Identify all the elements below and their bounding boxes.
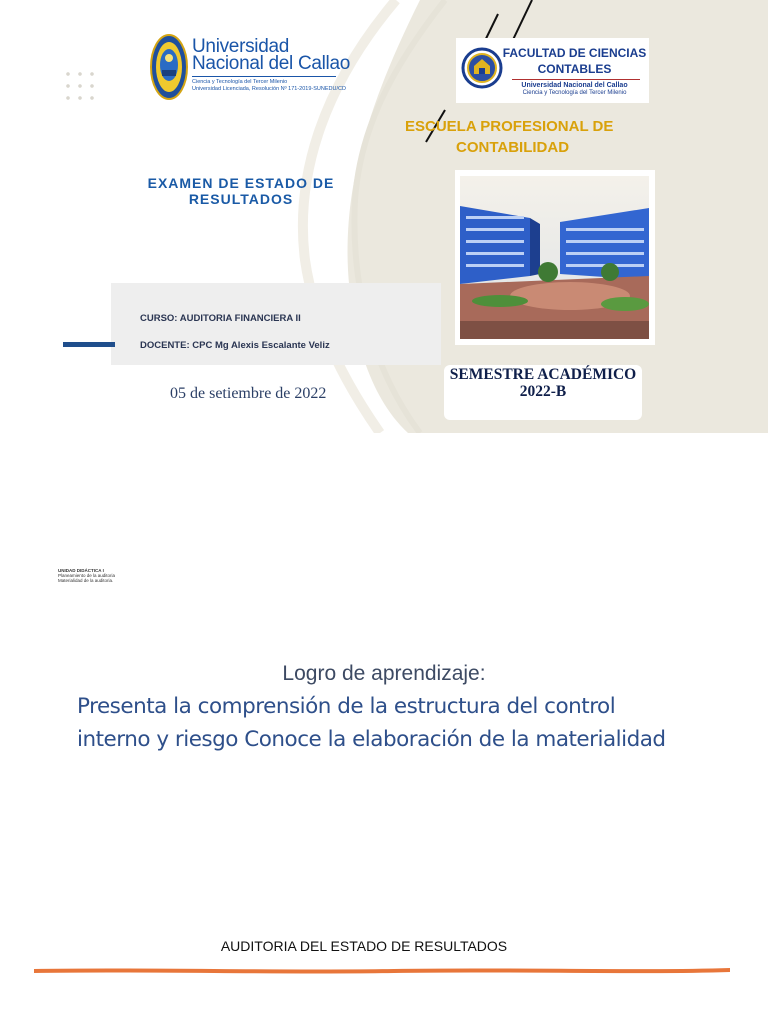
school-name: [405, 116, 645, 158]
faculty-logo: [456, 38, 649, 103]
teacher-name: DOCENTE: CPC Mg Alexis Escalante Veliz: [140, 340, 330, 351]
faculty-university: Universidad Nacional del Callao: [521, 82, 628, 89]
faculty-name-line1: FACULTAD DE CIENCIAS: [502, 46, 647, 60]
cover-slide: [0, 0, 768, 433]
faculty-name-line2: CONTABLES: [537, 62, 612, 76]
faculty-tagline: Ciencia y Tecnología del Tercer Milenio: [522, 90, 627, 96]
unit-summary: [58, 568, 115, 583]
university-tagline: Ciencia y Tecnología del Tercer Milenio: [192, 79, 288, 85]
exam-title: EXAMEN DE ESTADO DE RESULTADOS: [147, 175, 335, 207]
school-name-line2: CONTABILIDAD: [456, 139, 570, 156]
campus-image: [460, 176, 649, 339]
decorative-blue-bar: [63, 342, 115, 347]
decorative-dots: [62, 68, 96, 104]
unit-topic-2: Materialidad de la auditoria.: [58, 578, 114, 583]
exam-date: 05 de setiembre de 2022: [170, 385, 327, 402]
learning-goal-title: Logro de aprendizaje:: [282, 662, 486, 685]
learning-goal-text: [77, 690, 737, 756]
school-name-line1: ESCUELA PROFESIONAL DE: [405, 118, 614, 135]
unit-topic-1: Planeamiento de la auditoria: [58, 573, 116, 578]
section-title: AUDITORIA DEL ESTADO DE RESULTADOS: [220, 938, 508, 954]
university-seal-icon: [150, 34, 188, 100]
faculty-seal-icon: [460, 44, 504, 94]
university-logo: [150, 34, 351, 104]
learning-goal-line2: interno y riesgo Conoce la elaboración de la materialidad: [77, 727, 666, 752]
university-resolution: Universidad Licenciada, Resolución Nº 171-2019-SUNEDU/CD: [192, 86, 346, 92]
course-info-box: [111, 283, 441, 365]
faculty-logo-divider: [512, 79, 640, 80]
university-logo-divider: [192, 76, 336, 77]
unit-title: UNIDAD DIDÁCTICA I: [58, 568, 104, 573]
university-name-line1: Universidad: [192, 36, 290, 57]
campus-photo: [455, 170, 655, 345]
course-name: CURSO: AUDITORIA FINANCIERA II: [140, 313, 301, 324]
semester-label: SEMESTRE ACADÉMICO 2022-B: [444, 365, 642, 420]
university-name-line2: Nacional del Callao: [192, 53, 351, 74]
learning-goal-line1: Presenta la comprensión de la estructura del control: [77, 694, 616, 719]
orange-brush-line: [34, 967, 730, 975]
